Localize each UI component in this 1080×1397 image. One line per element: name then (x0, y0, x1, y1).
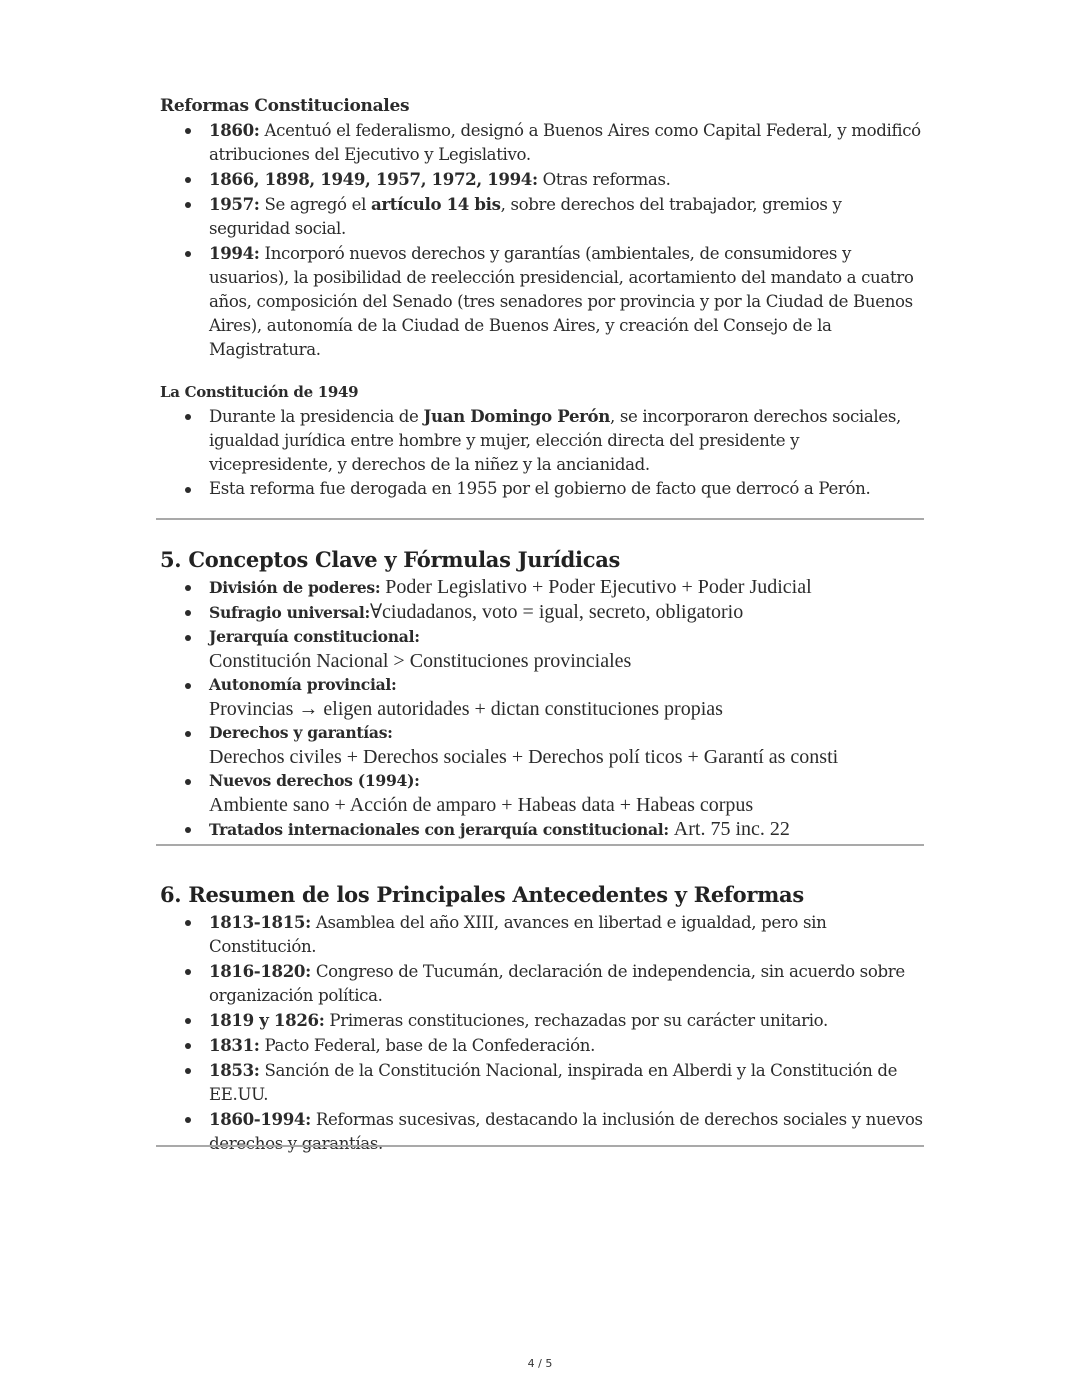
section-title-5: 5. Conceptos Clave y Fórmulas Jurídicas (160, 547, 621, 572)
conceptos-list (160, 575, 924, 842)
list-item: 1816-1820: Congreso de Tucumán, declaración de independencia, sin acuerdo sobre organización política. (209, 959, 924, 1008)
reformas-list (160, 118, 924, 362)
list-item: Jerarquía constitucional: Constitución Nacional > Constituciones provinciales (209, 625, 924, 673)
constitucion-1949-list (160, 404, 924, 501)
list-item: 1860: Acentuó el federalismo, designó a Buenos Aires como Capital Federal, y modificó atribuciones del Ejecutivo y Legislativo. (209, 118, 924, 167)
list-item: Esta reforma fue derogada en 1955 por el gobierno de facto que derrocó a Perón. (209, 477, 924, 501)
list-item: 1866, 1898, 1949, 1957, 1972, 1994: Otras reformas. (209, 167, 924, 192)
list-item: Sufragio universal:∀ciudadanos, voto = igual, secreto, obligatorio (209, 600, 924, 625)
list-item: 1853: Sanción de la Constitución Nacional, inspirada en Alberdi y la Constitución de EE.UU. (209, 1058, 924, 1107)
list-item: 1819 y 1826: Primeras constituciones, rechazadas por su carácter unitario. (209, 1008, 924, 1033)
list-item: Nuevos derechos (1994): Ambiente sano + Acción de amparo + Habeas data + Habeas corpus (209, 769, 924, 817)
divider (156, 1145, 924, 1147)
list-item: Tratados internacionales con jerarquía constitucional: Art. 75 inc. 22 (209, 817, 924, 842)
list-item: 1957: Se agregó el artículo 14 bis, sobre derechos del trabajador, gremios y seguridad social. (209, 192, 924, 241)
list-item: División de poderes: Poder Legislativo + Poder Ejecutivo + Poder Judicial (209, 575, 924, 600)
list-item: 1860-1994: Reformas sucesivas, destacando la inclusión de derechos sociales y nuevos derechos y garantías. (209, 1107, 924, 1156)
list-item: Autonomía provincial: Provincias → eligen autoridades + dictan constituciones propias (209, 673, 924, 721)
divider (156, 518, 924, 520)
list-item: 1994: Incorporó nuevos derechos y garantías (ambientales, de consumidores y usuarios), la posibilidad de reelección presidencial, acortamiento del mandato a cuatro años, composición del Senado (tres senadores por provincia y por la Ciudad de Buenos Aires), autonomía de la Ciudad de Buenos Aires, y creación del Consejo de la Magistratura. (209, 241, 924, 362)
list-item: Derechos y garantías: Derechos civiles + Derechos sociales + Derechos polí ticos + Garantí as consti (209, 721, 924, 769)
subheading-constitucion-1949: La Constitución de 1949 (160, 383, 359, 401)
divider (156, 844, 924, 846)
list-item: 1813-1815: Asamblea del año XIII, avances en libertad e igualdad, pero sin Constitución. (209, 910, 924, 959)
subheading-reformas: Reformas Constitucionales (160, 96, 410, 116)
list-item: 1831: Pacto Federal, base de la Confederación. (209, 1033, 924, 1058)
section-title-6: 6. Resumen de los Principales Antecedentes y Reformas (160, 882, 804, 907)
document-page (160, 94, 924, 1156)
resumen-list (160, 910, 924, 1156)
list-item: Durante la presidencia de Juan Domingo Perón, se incorporaron derechos sociales, igualdad jurídica entre hombre y mujer, elección directa del presidente y vicepresidente, y derechos de la niñez y la ancianidad. (209, 404, 924, 477)
page-indicator: 4 / 5 (527, 1357, 553, 1370)
